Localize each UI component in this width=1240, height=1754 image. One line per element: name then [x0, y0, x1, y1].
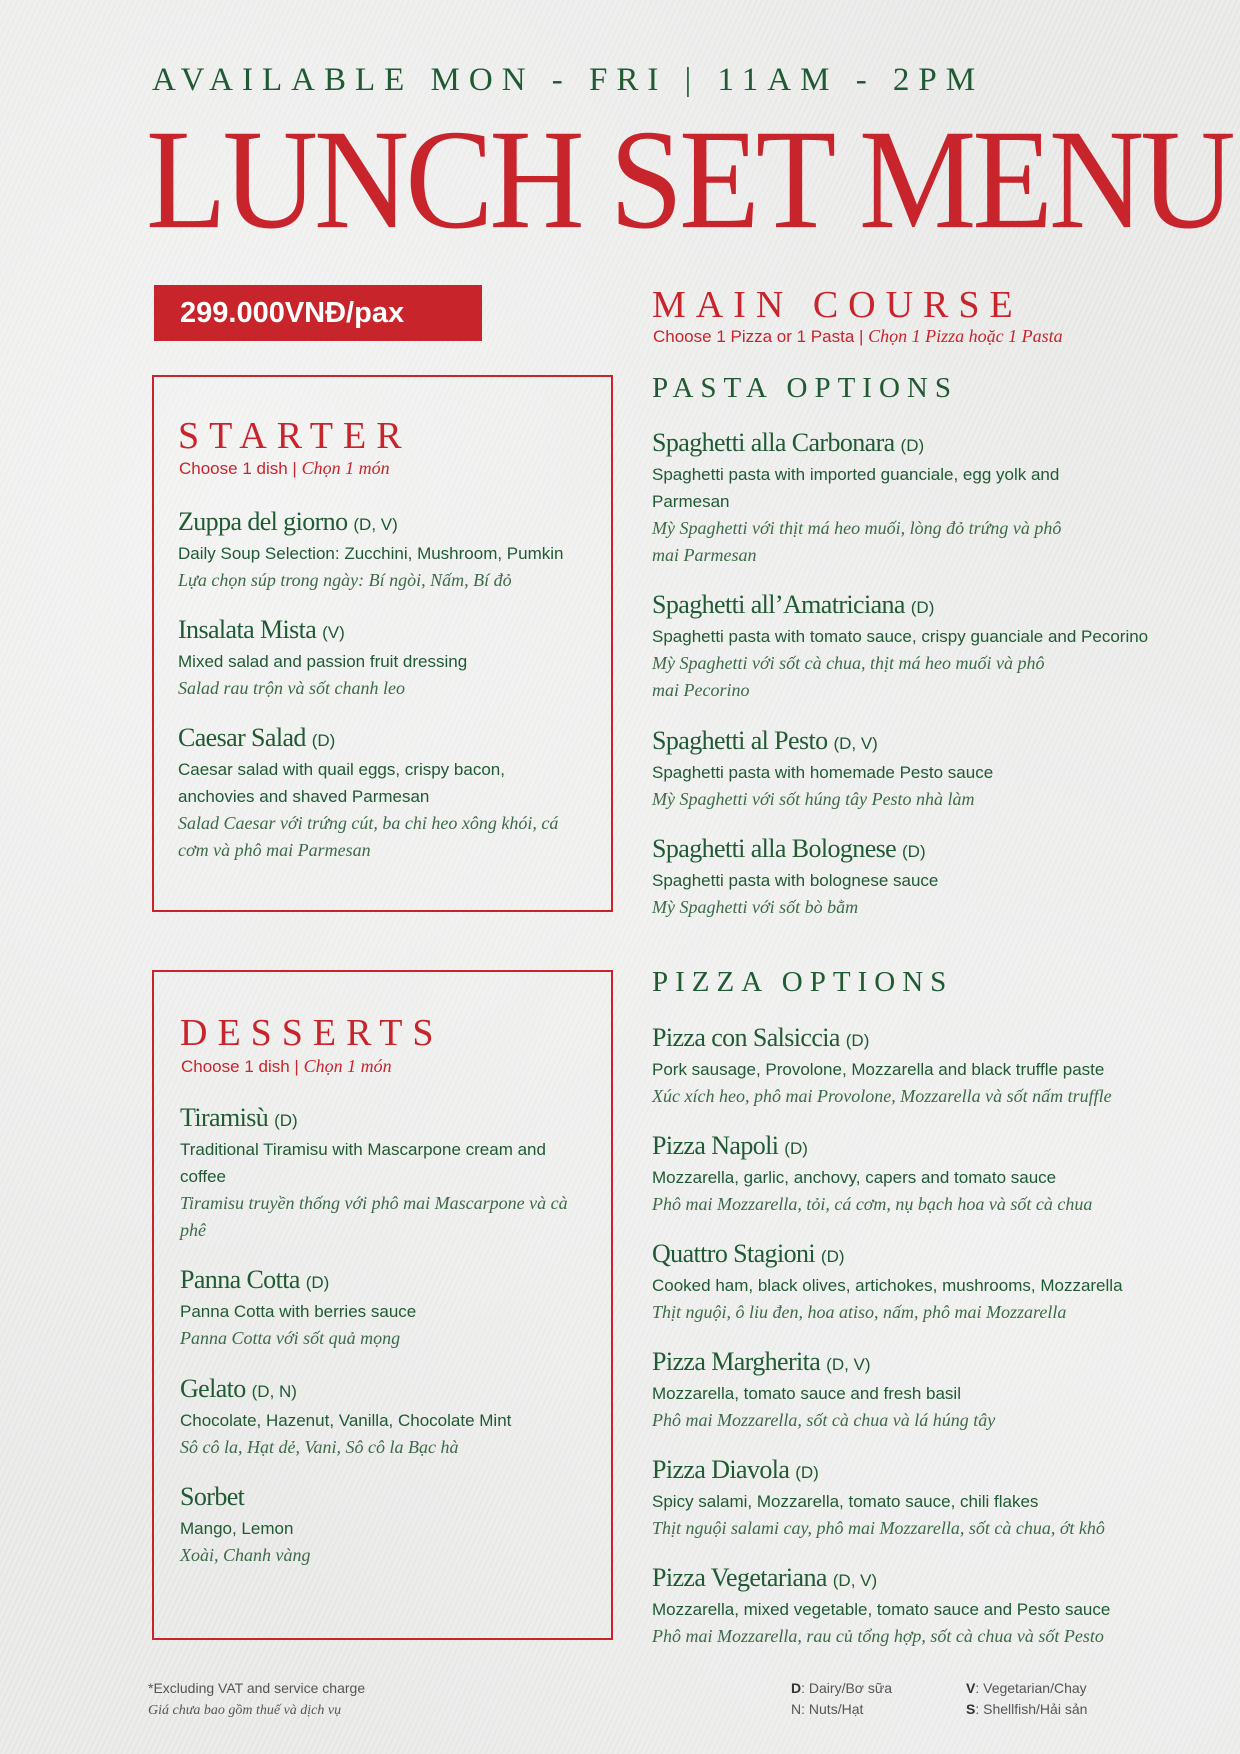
dish-tag: (D, N): [251, 1382, 297, 1401]
dish-description-en: Spaghetti pasta with homemade Pesto sauce: [652, 763, 994, 782]
dish-description-vi: Mỳ Spaghetti với sốt cà chua, thịt má heo muối và phô mai Pecorino: [652, 653, 1045, 700]
dish-name: Panna Cotta: [180, 1265, 300, 1294]
dish-description-en: Spaghetti pasta with tomato sauce, crispy guanciale and Pecorino: [652, 627, 1149, 646]
dish-tag: (D): [820, 1247, 845, 1266]
main-course-heading: MAIN COURSE: [652, 284, 1023, 326]
legend-key: D: [791, 1680, 802, 1696]
dish-name: Tiramisù: [180, 1103, 269, 1132]
pizza-item: [652, 1023, 1212, 1110]
dish-description-en: Spicy salami, Mozzarella, tomato sauce, chili flakes: [652, 1492, 1039, 1511]
price-badge: 299.000VNĐ/pax: [154, 285, 482, 341]
dish-description-en: Caesar salad with quail eggs, crispy bacon, anchovies and shaved Parmesan: [178, 760, 505, 806]
starter-choose: [179, 458, 390, 479]
pizza-item: [652, 1455, 1212, 1542]
dish-name: Spaghetti alla Carbonara: [652, 428, 895, 457]
pasta-item: [652, 590, 1212, 704]
starter-choose-vi: Chọn 1 món: [301, 458, 390, 478]
dish-description-vi: Mỳ Spaghetti với sốt húng tây Pesto nhà làm: [652, 789, 975, 809]
starter-choose-en: Choose 1 dish |: [179, 459, 297, 478]
dish-name: Spaghetti all’Amatriciana: [652, 590, 905, 619]
dish-name: Pizza con Salsiccia: [652, 1023, 840, 1052]
pasta-item: [652, 834, 1212, 921]
dish-name: Gelato: [180, 1374, 246, 1403]
pizza-options-heading: PIZZA OPTIONS: [652, 966, 954, 998]
legend-dairy: [791, 1678, 892, 1699]
dish-tag: (D): [305, 1273, 330, 1292]
desserts-choose-vi: Chọn 1 món: [303, 1056, 392, 1076]
dish-description-vi: Phô mai Mozzarella, rau củ tổng hợp, sốt cà chua và sốt Pesto: [652, 1626, 1104, 1646]
dish-description-en: Mozzarella, garlic, anchovy, capers and tomato sauce: [652, 1168, 1057, 1187]
dish-name: Sorbet: [180, 1482, 245, 1511]
dish-description-vi: Mỳ Spaghetti với sốt bò bằm: [652, 897, 859, 917]
dish-description-vi: Sô cô la, Hạt dẻ, Vani, Sô cô la Bạc hà: [180, 1437, 459, 1457]
dish-name: Zuppa del giorno: [178, 507, 348, 536]
dish-tag: (D): [311, 731, 336, 750]
footer-note-en: *Excluding VAT and service charge: [148, 1680, 366, 1696]
dish-name: Pizza Napoli: [652, 1131, 779, 1160]
pizza-item: [652, 1563, 1212, 1650]
dish-description-en: Cooked ham, black olives, artichokes, mushrooms, Mozzarella: [652, 1276, 1123, 1295]
dish-tag: (D): [902, 842, 926, 861]
dish-tag: (D): [845, 1031, 870, 1050]
dish-description-vi: Phô mai Mozzarella, tỏi, cá cơm, nụ bạch hoa và sốt cà chua: [652, 1194, 1093, 1214]
dish-description-vi: Mỳ Spaghetti với thịt má heo muối, lòng đỏ trứng và phô mai Parmesan: [652, 518, 1062, 565]
legend-key: N: [791, 1701, 802, 1717]
dish-description-en: Panna Cotta with berries sauce: [180, 1302, 417, 1321]
main-course-choose-vi: Chọn 1 Pizza hoặc 1 Pasta: [868, 326, 1063, 346]
footer-note: [148, 1678, 365, 1721]
dish-name: Pizza Vegetariana: [652, 1563, 827, 1592]
dessert-item: [180, 1374, 600, 1461]
dish-description-vi: Thịt nguội salami cay, phô mai Mozzarella, sốt cà chua, ớt khô: [652, 1518, 1105, 1538]
dish-tag: (D, V): [353, 515, 398, 534]
dish-description-en: Chocolate, Hazenut, Vanilla, Chocolate Mint: [180, 1411, 512, 1430]
starter-heading: STARTER: [178, 415, 412, 457]
dish-description-en: Mixed salad and passion fruit dressing: [178, 652, 468, 671]
dish-name: Quattro Stagioni: [652, 1239, 815, 1268]
dish-name: Pizza Diavola: [652, 1455, 790, 1484]
availability-line: AVAILABLE MON - FRI | 11AM - 2PM: [152, 62, 985, 98]
dish-description-vi: Tiramisu truyền thống với phô mai Mascarpone và cà phê: [180, 1193, 568, 1240]
dish-description-vi: Salad Caesar với trứng cút, ba chỉ heo xông khói, cá cơm và phô mai Parmesan: [178, 813, 559, 860]
dish-description-en: Mozzarella, mixed vegetable, tomato sauce and Pesto sauce: [652, 1600, 1111, 1619]
legend-key: V: [966, 1680, 976, 1696]
footer-note-vi: Giá chưa bao gồm thuế và dịch vụ: [148, 1703, 342, 1718]
dish-description-vi: Xoài, Chanh vàng: [180, 1545, 311, 1565]
legend-shellfish: [966, 1699, 1087, 1720]
dish-description-vi: Lựa chọn súp trong ngày: Bí ngòi, Nấm, Bí đỏ: [178, 570, 512, 590]
dish-description-en: Pork sausage, Provolone, Mozzarella and black truffle paste: [652, 1060, 1105, 1079]
starter-item: [178, 723, 578, 864]
dish-description-en: Spaghetti pasta with bolognese sauce: [652, 871, 939, 890]
dish-description-vi: Panna Cotta với sốt quả mọng: [180, 1328, 401, 1348]
legend-key: S: [966, 1701, 976, 1717]
dish-tag: (D): [795, 1463, 819, 1482]
dish-tag: (V): [322, 623, 345, 642]
starter-item: [178, 507, 608, 594]
dish-description-vi: Phô mai Mozzarella, sốt cà chua và lá húng tây: [652, 1410, 996, 1430]
dish-description-en: Mango, Lemon: [180, 1519, 294, 1538]
dish-name: Caesar Salad: [178, 723, 306, 752]
desserts-heading: DESSERTS: [180, 1012, 444, 1054]
pasta-options-heading: PASTA OPTIONS: [652, 372, 958, 404]
dish-tag: (D): [900, 436, 925, 455]
dish-tag: (D): [910, 598, 935, 617]
legend-text: : Nuts/Hạt: [801, 1701, 864, 1717]
main-course-choose-en: Choose 1 Pizza or 1 Pasta |: [653, 327, 864, 346]
legend-nuts: [791, 1699, 863, 1720]
dish-description-en: Daily Soup Selection: Zucchini, Mushroom, Pumkin: [178, 544, 564, 563]
dish-description-vi: Salad rau trộn và sốt chanh leo: [178, 678, 405, 698]
legend-text: : Dairy/Bơ sữa: [801, 1680, 893, 1696]
dish-tag: (D): [274, 1111, 298, 1130]
legend-text: : Shellfish/Hải sản: [975, 1701, 1088, 1717]
dish-name: Insalata Mista: [178, 615, 317, 644]
dessert-item: [180, 1265, 600, 1352]
dish-tag: (D, V): [826, 1355, 871, 1374]
dish-description-en: Mozzarella, tomato sauce and fresh basil: [652, 1384, 961, 1403]
dish-description-en: Spaghetti pasta with imported guanciale, egg yolk and Parmesan: [652, 465, 1060, 511]
dish-description-vi: Xúc xích heo, phô mai Provolone, Mozzarella và sốt nấm truffle: [652, 1086, 1112, 1106]
dish-name: Spaghetti al Pesto: [652, 726, 828, 755]
desserts-choose-en: Choose 1 dish |: [181, 1057, 299, 1076]
starter-item: [178, 615, 598, 702]
desserts-choose: [181, 1056, 392, 1077]
dish-name: Pizza Margherita: [652, 1347, 821, 1376]
dessert-item: [180, 1103, 570, 1244]
legend-vegetarian: [966, 1678, 1087, 1699]
pasta-item: [652, 726, 1212, 813]
page-title: LUNCH SET MENU: [146, 99, 1232, 259]
dish-tag: (D, V): [832, 1571, 878, 1590]
pasta-item: [652, 428, 1082, 569]
dish-name: Spaghetti alla Bolognese: [652, 834, 897, 863]
dish-description-vi: Thịt nguội, ô liu đen, hoa atiso, nấm, phô mai Mozzarella: [652, 1302, 1067, 1322]
dish-tag: (D): [784, 1139, 808, 1158]
pizza-item: [652, 1131, 1212, 1218]
pizza-item: [652, 1239, 1212, 1326]
pizza-item: [652, 1347, 1212, 1434]
dish-description-en: Traditional Tiramisu with Mascarpone cream and coffee: [180, 1140, 546, 1186]
legend-text: : Vegetarian/Chay: [975, 1680, 1087, 1696]
main-course-choose: [653, 326, 1063, 347]
dessert-item: [180, 1482, 600, 1569]
dish-tag: (D, V): [833, 734, 878, 753]
